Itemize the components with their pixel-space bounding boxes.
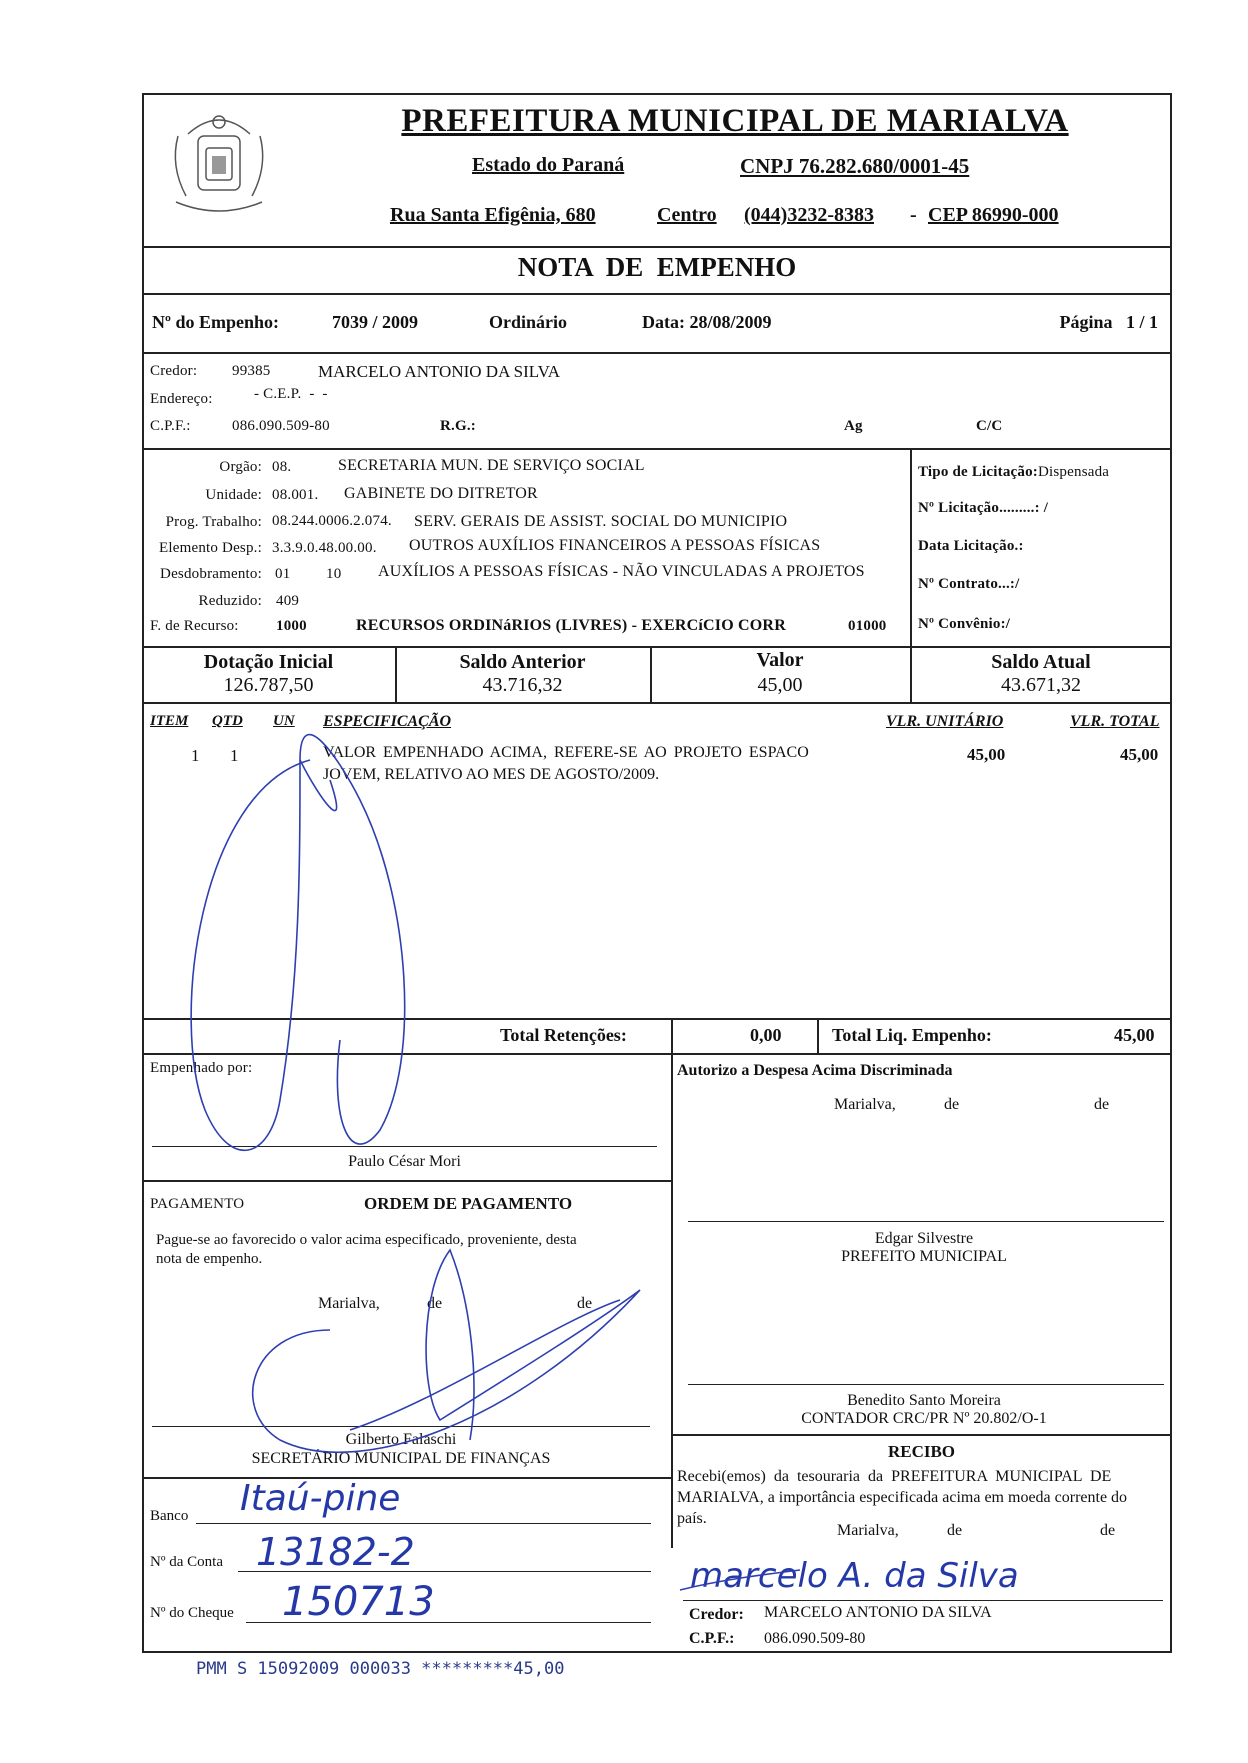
cpf-value: 086.090.509-80 <box>232 418 330 434</box>
dotacao-value: 126.787,50 <box>223 674 314 696</box>
secretario-title: SECRETÁRIO MUNICIPAL DE FINANÇAS <box>251 1450 551 1467</box>
unidade-desc: GABINETE DO DITRETOR <box>344 485 538 502</box>
orgao-code: 08. <box>272 459 292 475</box>
page-title: PREFEITURA MUNICIPAL DE MARIALVA <box>401 103 1069 139</box>
recibo-de1: de <box>947 1522 963 1539</box>
pagamento-de1: de <box>427 1295 443 1312</box>
orgao-desc: SECRETARIA MUN. DE SERVIÇO SOCIAL <box>338 457 645 474</box>
valor-label: Valor <box>756 649 804 671</box>
col-un: UN <box>273 713 295 729</box>
elemento-label: Elemento Desp.: <box>159 540 262 556</box>
credor-label: Credor: <box>150 363 198 379</box>
cheque-label: Nº do Cheque <box>150 1605 234 1621</box>
saldo-anterior-value: 43.716,32 <box>482 674 563 696</box>
row-total: 45,00 <box>1120 745 1159 764</box>
recurso-desc: RECURSOS ORDINáRIOS (LIVRES) - EXERCíCIO CORR <box>356 617 786 634</box>
banco-label: Banco <box>150 1508 189 1524</box>
autorizo-de2: de <box>1094 1096 1110 1113</box>
licitacao-data: Data Licitação.: <box>918 538 1024 554</box>
row-qtd: 1 <box>230 746 239 765</box>
cpf-label: C.P.F.: <box>150 418 191 434</box>
col-item: ITEM <box>150 713 189 729</box>
recibo-credor-name: MARCELO ANTONIO DA SILVA <box>764 1604 992 1621</box>
autorizo-title: Autorizo a Despesa Acima Discriminada <box>677 1062 953 1079</box>
row-line2: JOVEM, RELATIVO AO MES DE AGOSTO/2009. <box>323 766 660 783</box>
empenho-label: Nº do Empenho: <box>152 312 279 332</box>
desdobramento-code2: 10 <box>326 566 342 582</box>
prefeito-title: PREFEITO MUNICIPAL <box>841 1248 1007 1265</box>
cnpj: CNPJ 76.282.680/0001-45 <box>740 154 970 178</box>
row-line1: VALOR EMPENHADO ACIMA, REFERE-SE AO PROJETO ESPACO <box>323 744 809 761</box>
licitacao-tipo-label-text: Tipo de Licitação: <box>918 464 1038 480</box>
valor-value: 45,00 <box>757 674 803 696</box>
doc-title: NOTA DE EMPENHO <box>517 252 797 282</box>
reduzido-value: 409 <box>276 593 300 609</box>
recurso-label: F. de Recurso: <box>150 618 239 634</box>
desdobramento-code1: 01 <box>275 566 291 582</box>
endereco-value: - C.E.P. - - <box>254 386 328 402</box>
pagamento-city: Marialva, <box>318 1295 380 1312</box>
autorizo-de1: de <box>944 1096 960 1113</box>
credor-signature: marcelo A. da Silva <box>690 1556 1019 1596</box>
credor-name: MARCELO ANTONIO DA SILVA <box>318 362 560 381</box>
ordem-pagamento-title: ORDEM DE PAGAMENTO <box>364 1194 573 1213</box>
elemento-code: 3.3.9.0.48.00.00. <box>272 540 377 556</box>
recibo-text2: MARIALVA, a importância especificada acima em moeda corrente do <box>677 1489 1128 1506</box>
credor-code: 99385 <box>232 363 271 379</box>
pagamento-text1: Pague-se ao favorecido o valor acima especificado, proveniente, desta <box>156 1232 577 1248</box>
saldo-anterior-label: Saldo Anterior <box>459 651 586 673</box>
contador-title: CONTADOR CRC/PR Nº 20.802/O-1 <box>801 1410 1047 1427</box>
empenhado-label: Empenhado por: <box>150 1060 253 1076</box>
retencoes-value: 0,00 <box>750 1025 782 1045</box>
licitacao-tipo-value: Dispensada <box>1038 464 1110 480</box>
empenho-date: Data: 28/08/2009 <box>642 312 772 332</box>
prog-label: Prog. Trabalho: <box>165 514 262 530</box>
dotacao-label: Dotação Inicial <box>203 651 334 673</box>
recibo-city: Marialva, <box>837 1522 899 1539</box>
row-item: 1 <box>191 746 200 765</box>
cc-label: C/C <box>976 418 1003 434</box>
prefeito-name: Edgar Silvestre <box>874 1230 974 1247</box>
desdobramento-label: Desdobramento: <box>160 566 262 582</box>
unidade-code: 08.001. <box>272 487 319 503</box>
row-unit: 45,00 <box>967 745 1006 764</box>
licitacao-contrato: Nº Contrato...:/ <box>918 576 1020 592</box>
col-total: VLR. TOTAL <box>1070 713 1160 730</box>
address-district: Centro <box>657 204 717 226</box>
col-unit: VLR. UNITÁRIO <box>886 713 1004 730</box>
address-street: Rua Santa Efigênia, 680 <box>390 204 596 226</box>
pagamento-text2: nota de empenho. <box>156 1251 263 1267</box>
liquido-value: 45,00 <box>1114 1025 1155 1045</box>
conta-handwritten: 13182-2 <box>256 1530 415 1574</box>
empenho-type: Ordinário <box>489 312 568 332</box>
bank-stamp: PMM S 15092009 000033 *********45,00 <box>196 1659 565 1679</box>
contador-name: Benedito Santo Moreira <box>847 1392 1001 1409</box>
orgao-label: Orgão: <box>219 459 262 475</box>
pagamento-de2: de <box>577 1295 593 1312</box>
col-qtd: QTD <box>212 713 243 729</box>
elemento-desc: OUTROS AUXÍLIOS FINANCEIROS A PESSOAS FÍSICAS <box>409 537 821 554</box>
saldo-atual-label: Saldo Atual <box>991 651 1091 673</box>
endereco-label: Endereço: <box>150 391 213 407</box>
recibo-text3: país. <box>677 1510 707 1527</box>
page-number: Página 1 / 1 <box>1059 312 1158 332</box>
recurso-code: 1000 <box>276 618 307 634</box>
desdobramento-desc: AUXÍLIOS A PESSOAS FÍSICAS - NÃO VINCULADAS A PROJETOS <box>378 563 865 580</box>
recurso-code2: 01000 <box>848 618 887 634</box>
state-name: Estado do Paraná <box>472 154 625 176</box>
licitacao-convenio: Nº Convênio:/ <box>918 616 1011 632</box>
ag-label: Ag <box>844 418 863 434</box>
col-espec: ESPECIFICAÇÃO <box>323 713 452 730</box>
conta-label: Nº da Conta <box>150 1554 223 1570</box>
recibo-de2: de <box>1100 1522 1116 1539</box>
pagamento-section: PAGAMENTO <box>150 1196 245 1212</box>
recibo-credor-label: Credor: <box>689 1606 744 1623</box>
empenhado-name: Paulo César Mori <box>348 1153 461 1170</box>
empenho-number: 7039 / 2009 <box>332 312 419 332</box>
recibo-title: RECIBO <box>887 1442 956 1461</box>
retencoes-label: Total Retenções: <box>500 1025 627 1045</box>
banco-handwritten: Itaú-pine <box>240 1478 401 1519</box>
unidade-label: Unidade: <box>205 487 262 503</box>
saldo-atual-value: 43.671,32 <box>1001 674 1081 696</box>
autorizo-city: Marialva, <box>834 1096 896 1113</box>
recibo-cpf-value: 086.090.509-80 <box>764 1630 866 1647</box>
address-cep: CEP 86990-000 <box>928 204 1059 226</box>
prog-code: 08.244.0006.2.074. <box>272 513 392 529</box>
recibo-text1: Recebi(emos) da tesouraria da PREFEITURA MUNICIPAL DE <box>677 1468 1112 1485</box>
address-phone: (044)3232-8383 <box>744 204 874 226</box>
cheque-handwritten: 150713 <box>282 1579 435 1625</box>
prog-desc: SERV. GERAIS DE ASSIST. SOCIAL DO MUNICIPIO <box>414 513 788 530</box>
recibo-cpf-label: C.P.F.: <box>689 1630 735 1647</box>
licitacao-numero: Nº Licitação.........: / <box>918 500 1049 516</box>
rg-label: R.G.: <box>440 418 476 434</box>
reduzido-label: Reduzido: <box>198 593 262 609</box>
secretario-name: Gilberto Falaschi <box>345 1431 457 1448</box>
liquido-label: Total Liq. Empenho: <box>832 1025 992 1045</box>
address-dash: - <box>910 204 917 226</box>
